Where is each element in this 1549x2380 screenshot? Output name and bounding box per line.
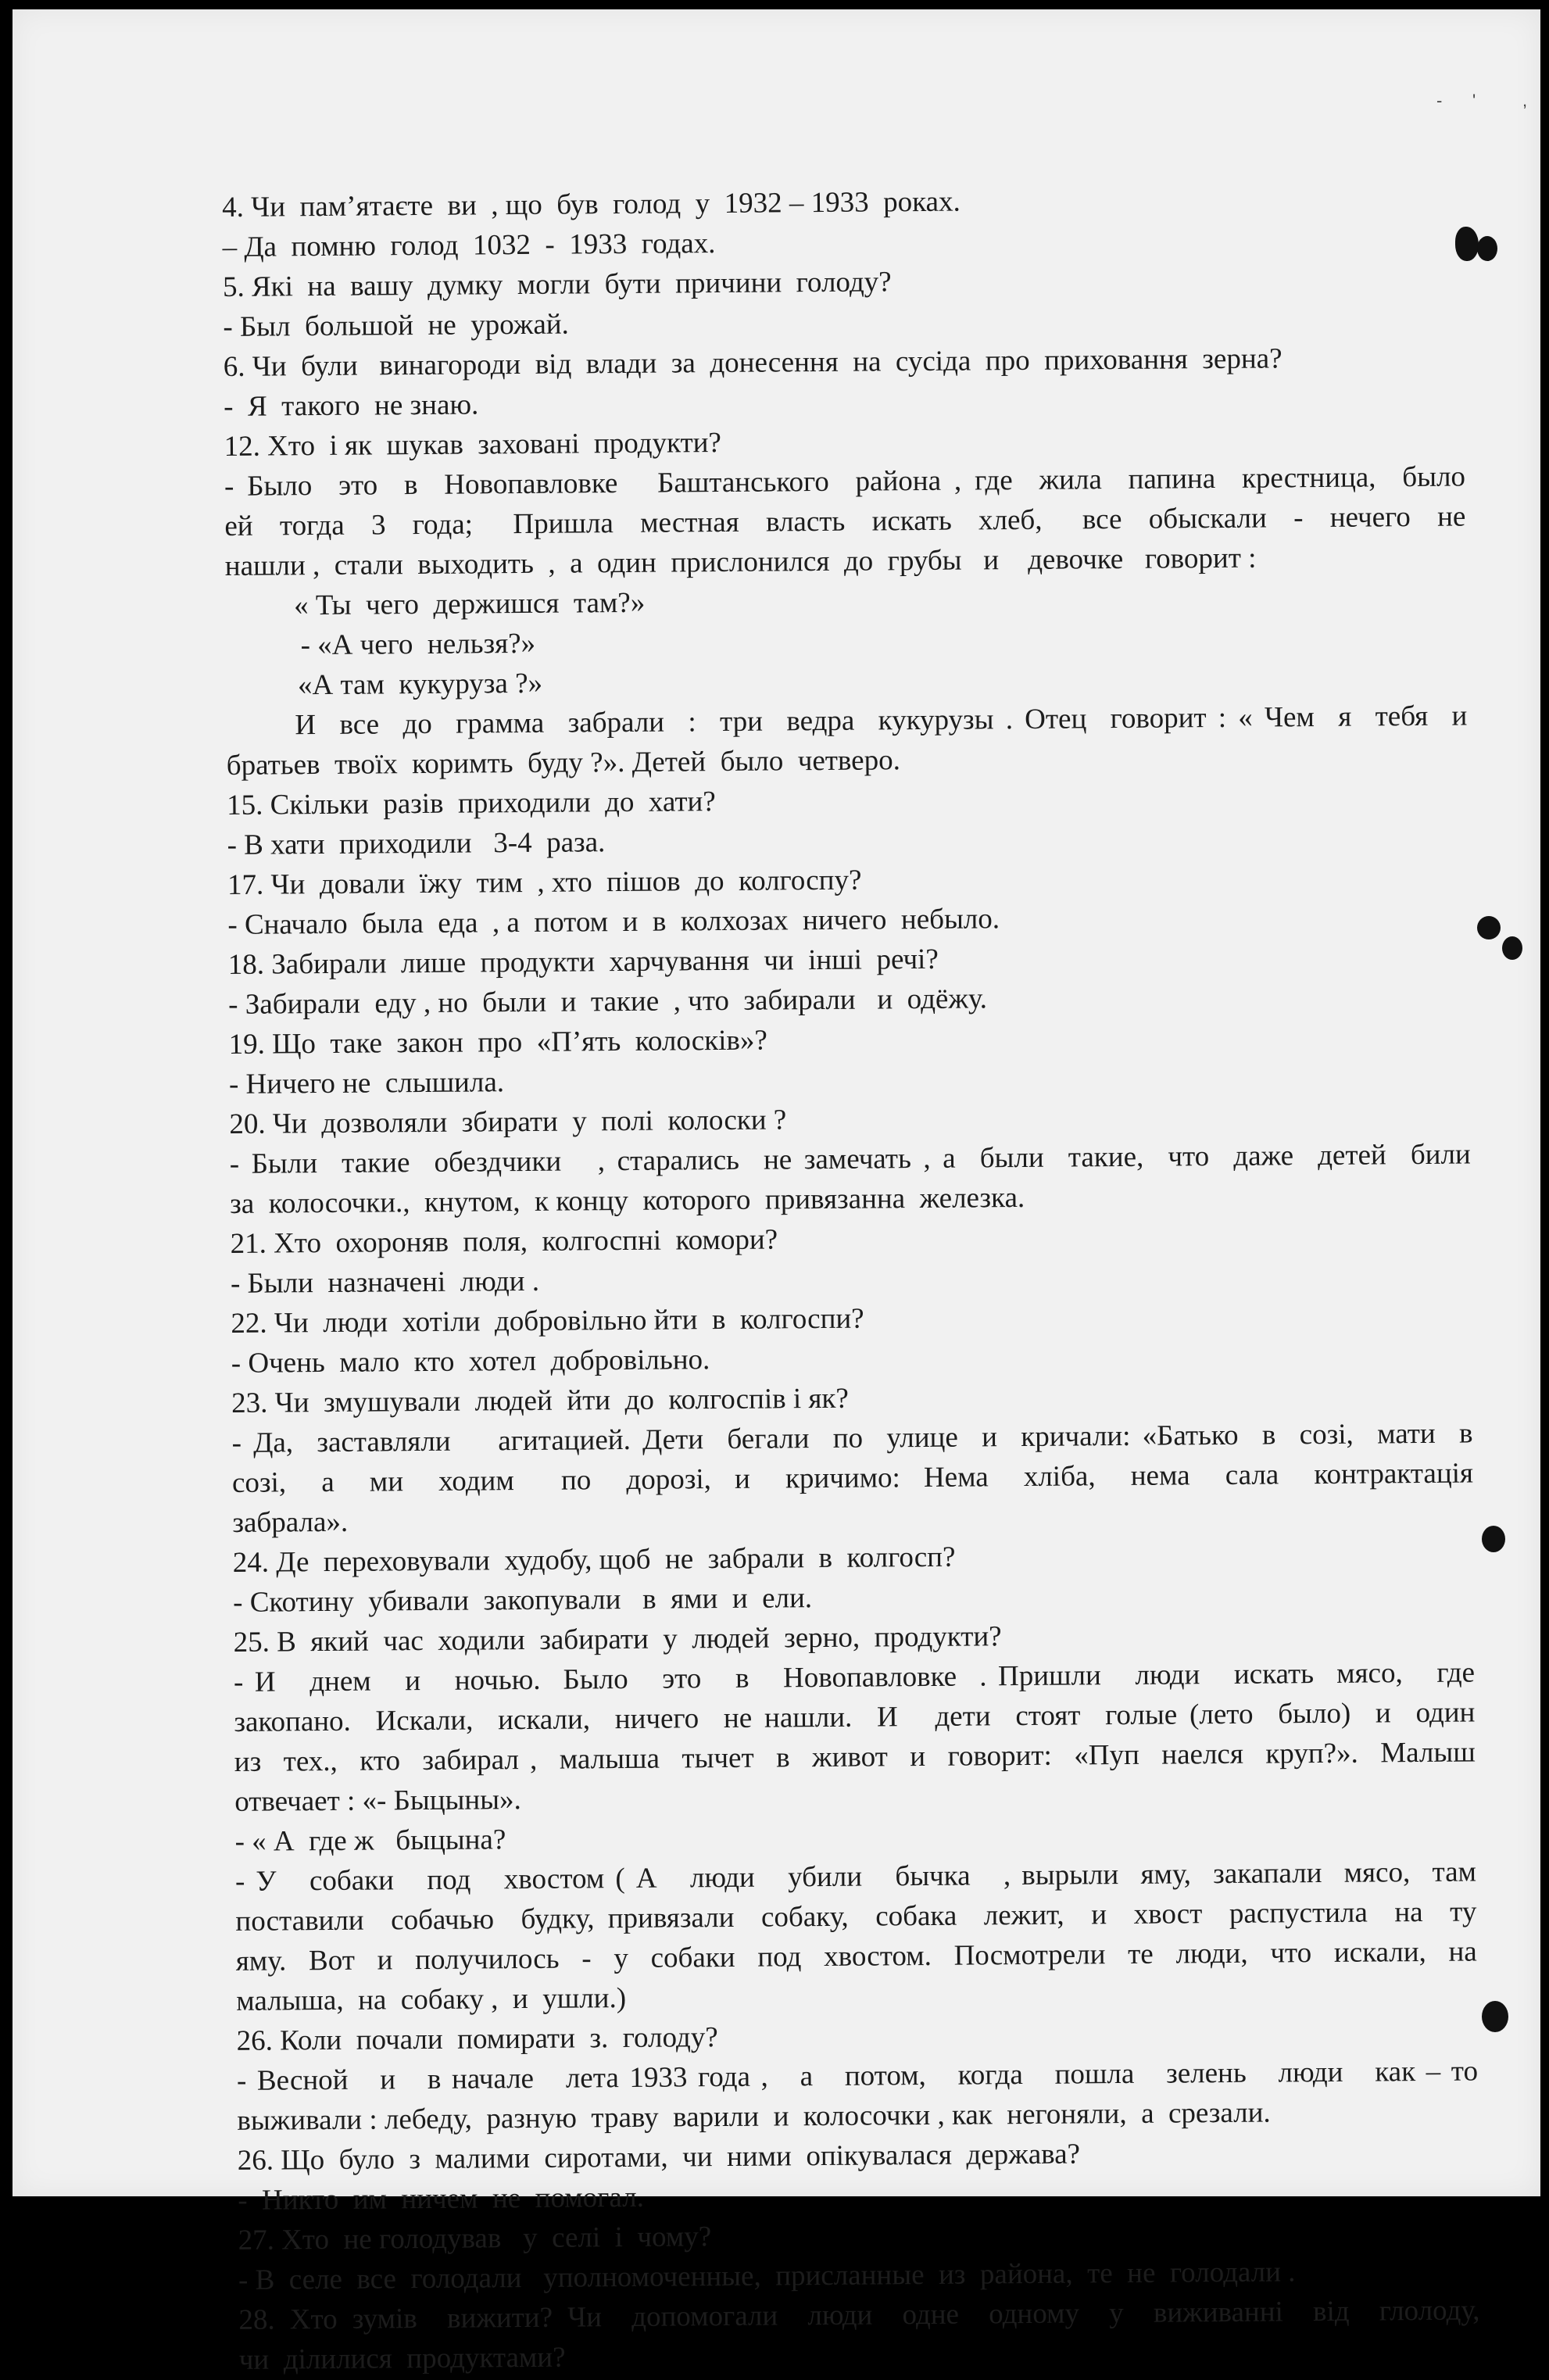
document-page xyxy=(13,9,1540,2376)
edge-mark: ' xyxy=(1472,91,1476,110)
punch-hole-icon xyxy=(1477,916,1501,939)
edge-mark: , xyxy=(1522,91,1528,110)
question-line: 27. Хто не голодував у селі і чому? xyxy=(238,2221,712,2257)
answer-line: - Я такого не знаю. xyxy=(224,388,479,423)
answer-line: чи ділилися продуктами? xyxy=(238,2341,566,2376)
answer-line: - Да, заставляли агитацией. Дети бегали по улице и кричали: «Батько в созі, мати в xyxy=(231,1417,1473,1459)
question-line: 25. В який час ходили забирати у людей зерно, продукти? xyxy=(233,1620,1002,1659)
question-line: 22. Чи люди хотіли добровільно йти в колгоспи? xyxy=(231,1302,864,1340)
answer-line: малыша, на собаку , и ушли.) xyxy=(236,1982,627,2017)
question-line: 17. Чи довали їжу тим , хто пішов до колгоспу? xyxy=(227,864,862,901)
question-line: 5. Які на вашу думку могли бути причини голоду? xyxy=(222,266,892,303)
answer-line: нашли , стали выходить , а один прислонился до грубы и девочке говорит : xyxy=(224,542,1257,582)
interview-transcript xyxy=(222,178,1480,2380)
answer-line: поставили собачью будку, привязали собаку, собака лежит, и хвост распустила на ту xyxy=(235,1895,1477,1938)
punch-hole-icon xyxy=(1477,236,1497,261)
answer-line: - Были назначені люди . xyxy=(230,1265,540,1300)
answer-line: « Ты чего держишся там?» xyxy=(294,586,646,622)
punch-hole-icon xyxy=(1502,936,1522,960)
answer-line: И все до грамма забрали : три ведра кукурузы . Отец говорит : « Чем я тебя и xyxy=(295,700,1468,742)
question-line: 23. Чи змушували людей йти до колгоспів і як? xyxy=(231,1382,849,1419)
answer-line: - Скотину убивали закопували в ями и ели. xyxy=(233,1582,813,1619)
answer-line: отвечает : «- Быцыны». xyxy=(234,1784,521,1818)
question-line: 12. Хто і як шукав заховані продукти? xyxy=(224,426,722,463)
question-line: 4. Чи пам’ятаєте ви , що був голод у 1932 – 1933 роках. xyxy=(222,185,961,224)
question-line: 24. Де переховували худобу, щоб не забрали в колгосп? xyxy=(232,1541,956,1579)
answer-line: забрала». xyxy=(232,1505,349,1539)
answer-line: «А там кукуруза ?» xyxy=(297,667,543,702)
answer-line: - Были такие обездчики , старались не замечать , а были такие, что даже детей били xyxy=(229,1138,1471,1180)
answer-line: выживали : лебеду, разную траву варили и колосочки , как негоняли, а срезали. xyxy=(237,2096,1271,2137)
punch-hole-icon xyxy=(1482,2001,1508,2032)
answer-line: ей тогда 3 года; Пришла местная власть искать хлеб, все обыскали - нечего не xyxy=(224,500,1466,542)
question-line: 18. Забирали лише продукти харчування чи інші речі? xyxy=(227,943,939,981)
answer-line: - У собаки под хвостом ( А люди убили бычка , вырыли яму, закапали мясо, там xyxy=(234,1856,1477,1898)
question-line: 26. Коли почали помирати з. голоду? xyxy=(236,2021,718,2057)
question-line: 20. Чи дозволяли збирати у полі колоски ? xyxy=(229,1104,787,1140)
question-line: 6. Чи були винагороди від влади за донесення на сусіда про приховання зерна? xyxy=(223,342,1282,383)
answer-line: - Очень мало кто хотел добровільно. xyxy=(231,1344,710,1380)
answer-line: за колосочки., кнутом, к концу которого привязанна железка. xyxy=(230,1181,1025,1220)
question-line: 15. Скільки разів приходили до хати? xyxy=(227,786,716,821)
answer-line: - В хати приходили 3-4 раза. xyxy=(227,826,606,861)
answer-line: - «А чего нельзя?» xyxy=(300,627,536,662)
answer-line: - Было это в Новопавловке Баштанського района , где жила папина крестница, было xyxy=(224,460,1466,503)
question-line: 21. Хто охороняв поля, колгоспні комори? xyxy=(230,1223,778,1260)
answer-line: - Был большой не урожай. xyxy=(223,308,570,343)
edge-mark: - xyxy=(1436,91,1443,110)
answer-line: - Никто им ничем не помогал. xyxy=(238,2181,645,2217)
answer-line: - И днем и ночью. Было это в Новопавловке . Пришли люди искать мясо, где xyxy=(233,1656,1476,1698)
answer-line: - Забирали еду , но были и такие , что забирали и одёжу. xyxy=(228,982,988,1021)
answer-line: - Весной и в начале лета 1933 года , а потом, когда пошла зелень люди как – то xyxy=(236,2055,1479,2097)
answer-line: – Да помню голод 1032 - 1933 годах. xyxy=(222,227,716,263)
answer-line: закопано. Искали, искали, ничего не нашли. И дети стоят голые (лето было) и один xyxy=(234,1696,1476,1738)
punch-hole-icon xyxy=(1482,1526,1505,1552)
answer-line: - В селе все голодали уполномоченные, присланные из района, те не голодали . xyxy=(238,2256,1296,2296)
question-line: 19. Що таке закон про «П’ять колосків»? xyxy=(228,1024,768,1061)
answer-line: созі, а ми ходим по дорозі, и кричимо: Нема хліба, нема сала контрактація xyxy=(231,1457,1474,1499)
answer-line: братьев твоїх коримть буду ?». Детей было четверо. xyxy=(226,744,901,782)
question-line: 28. Хто зумів вижити? Чи допомогали люди одне одному у виживанні від глолоду, xyxy=(238,2294,1480,2336)
answer-line: - « А где ж быцына? xyxy=(234,1823,506,1858)
answer-line: из тех., кто забирал , малыша тычет в живот и говорит: «Пуп наелся круп?». Малыш xyxy=(234,1736,1476,1778)
answer-line: - Сначало была еда , а потом и в колхозах ничего небыло. xyxy=(227,903,1000,941)
answer-line: - Ничего не слышила. xyxy=(228,1066,505,1101)
question-line: 26. Що було з малими сиротами, чи ними опікувалася держава? xyxy=(237,2138,1081,2177)
answer-line: яму. Вот и получилось - у собаки под хвостом. Посмотрели те люди, что искали, на xyxy=(235,1935,1477,1977)
